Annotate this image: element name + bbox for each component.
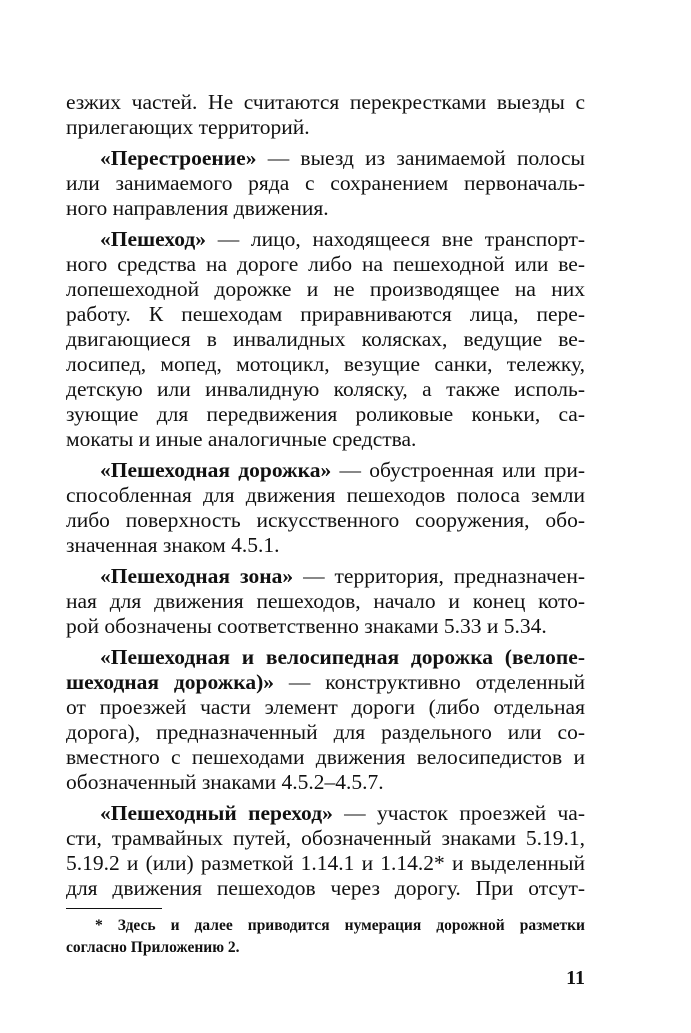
- definition-first-line: [100, 801, 585, 826]
- definition-first-line: [100, 458, 585, 483]
- text-line: двигающиеся в инвалидных колясках, ведущие ве-: [66, 327, 585, 351]
- definition-text: — выезд из занимаемой полосы: [256, 146, 585, 170]
- definition-first-line: [100, 227, 585, 252]
- text-line: для движения пешеходов через дорогу. При отсут-: [66, 876, 585, 900]
- footnote-line: согласно Приложению 2.: [66, 939, 240, 956]
- defined-term: «Пешеходная и велосипедная дорожка (велопе-: [100, 645, 585, 669]
- text-line: зующие для передвижения роликовые коньки, са-: [66, 402, 585, 426]
- definition-first-line: [100, 146, 585, 171]
- text-line: лосипед, мопед, мотоцикл, везущие санки, тележку,: [66, 352, 585, 376]
- text-line: сти, трамвайных путей, обозначенный знаками 5.19.1,: [66, 826, 585, 850]
- text-line: либо поверхность искусственного сооружения, обо-: [66, 508, 585, 532]
- text-line: детскую или инвалидную коляску, а также исполь-: [66, 377, 585, 401]
- text-line: прилегающих территорий.: [66, 115, 310, 139]
- text-line: от проезжей части элемент дороги (либо отдельная: [66, 695, 585, 719]
- text-line: значенная знаком 4.5.1.: [66, 533, 280, 557]
- defined-term-continued: шеходная дорожка)»: [66, 670, 274, 694]
- defined-term: «Перестроение»: [100, 146, 257, 170]
- text-line: 5.19.2 и (или) разметкой 1.14.1 и 1.14.2* и выделенный: [66, 851, 585, 875]
- text-line: езжих частей. Не считаются перекрестками выезды с: [66, 90, 585, 114]
- text-line: ного направления движения.: [66, 196, 329, 220]
- footnote-divider: [66, 908, 162, 909]
- defined-term: «Пешеходная зона»: [100, 564, 294, 588]
- text-line: ного средства на дороге либо на пешеходной или ве-: [66, 252, 585, 276]
- text-line: или занимаемого ряда с сохранением первоначаль-: [66, 171, 585, 195]
- text-line: дорога), предназначенный для раздельного или со-: [66, 720, 585, 744]
- defined-term: «Пешеход»: [100, 227, 206, 251]
- text-line: вместного с пешеходами движения велосипедистов и: [66, 745, 585, 769]
- page-number: 11: [566, 967, 585, 989]
- definition-line: [66, 670, 585, 695]
- definition-first-line: [100, 564, 585, 589]
- definition-text: — лицо, находящееся вне транспорт-: [205, 227, 585, 251]
- definition-text: — конструктивно отделенный: [273, 670, 585, 694]
- definition-text: — обустроенная или при-: [331, 458, 585, 482]
- text-line: способленная для движения пешеходов полоса земли: [66, 483, 585, 507]
- text-line: рой обозначены соответственно знаками 5.33 и 5.34.: [66, 614, 547, 638]
- text-line: обозначенный знаками 4.5.2–4.5.7.: [66, 770, 384, 794]
- text-line: ная для движения пешеходов, начало и конец кото-: [66, 589, 585, 613]
- footnote-line: * Здесь и далее приводится нумерация дорожной разметки: [95, 917, 585, 934]
- definition-text: — территория, предназначен-: [293, 564, 586, 588]
- text-line: лопешеходной дорожке и не производящее на них: [66, 277, 585, 301]
- text-line: мокаты и иные аналогичные средства.: [66, 427, 417, 451]
- definition-text: — участок проезжей ча-: [332, 801, 585, 825]
- defined-term: «Пешеходная дорожка»: [100, 458, 332, 482]
- text-line: работу. К пешеходам приравниваются лица, пере-: [66, 302, 585, 326]
- defined-term: «Пешеходный переход»: [100, 801, 333, 825]
